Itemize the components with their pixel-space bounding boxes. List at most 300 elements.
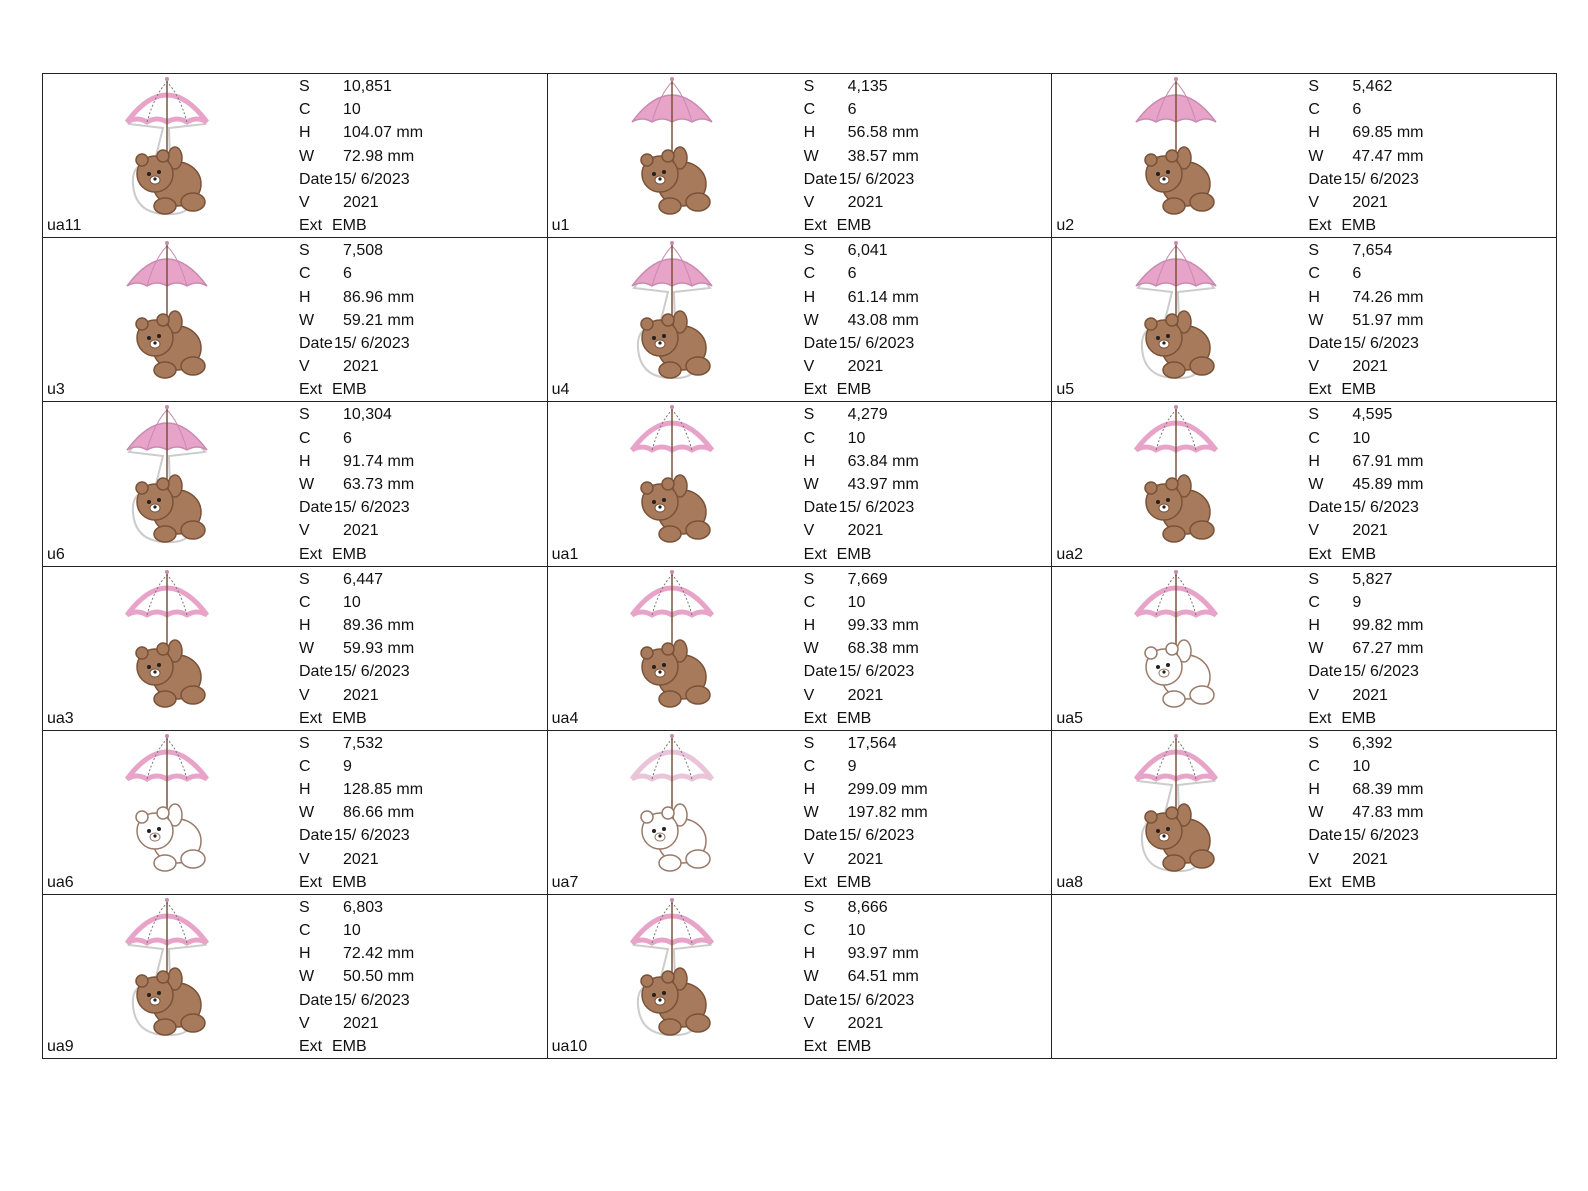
- design-name: u1: [551, 217, 570, 235]
- label-v: V: [299, 358, 310, 376]
- value-ext: EMB: [836, 545, 872, 563]
- info-row-ext: [299, 1035, 414, 1058]
- value-h: 104.07 mm: [343, 124, 424, 142]
- label-w: W: [1308, 311, 1324, 329]
- design-info: [804, 568, 919, 730]
- label-s: S: [1308, 242, 1319, 260]
- value-date: 15/ 6/2023: [334, 170, 410, 188]
- value-v: 2021: [343, 850, 379, 868]
- info-row-s: [299, 732, 423, 755]
- info-row-c: [299, 755, 423, 778]
- value-c: 10: [343, 922, 361, 940]
- label-ext: Ext: [803, 545, 827, 563]
- label-w: W: [1308, 640, 1324, 658]
- info-row-ext: [804, 214, 919, 237]
- bear-umbrella-thumbnail-icon: [115, 404, 219, 544]
- info-row-v: [804, 191, 919, 214]
- info-row-h: [299, 942, 414, 965]
- label-h: H: [299, 945, 311, 963]
- label-h: H: [299, 781, 311, 799]
- info-row-w: [1308, 309, 1423, 332]
- design-info: [804, 896, 919, 1058]
- label-ext: Ext: [299, 217, 323, 235]
- value-s: 6,041: [847, 242, 888, 260]
- value-w: 67.27 mm: [1352, 640, 1424, 658]
- label-s: S: [803, 78, 815, 95]
- info-row-s: [1308, 75, 1423, 98]
- label-date: Date: [299, 991, 333, 1009]
- info-row-ext: [804, 707, 919, 730]
- info-row-w: [1308, 801, 1423, 824]
- info-row-ext: [1308, 543, 1423, 566]
- info-row-ext: [804, 378, 919, 401]
- label-c: C: [299, 429, 311, 447]
- label-date: Date: [803, 499, 838, 517]
- info-row-s: [1308, 403, 1423, 426]
- value-date: 15/ 6/2023: [1343, 827, 1419, 845]
- label-date: Date: [803, 991, 838, 1009]
- info-row-w: [299, 801, 423, 824]
- info-row-h: [1308, 778, 1423, 801]
- design-cell: [548, 567, 1053, 731]
- design-cell: [1052, 567, 1557, 731]
- info-row-c: [804, 919, 919, 942]
- value-h: 72.42 mm: [343, 945, 415, 963]
- label-c: C: [1308, 429, 1320, 447]
- value-ext: EMB: [332, 873, 367, 891]
- design-name: ua11: [47, 217, 82, 235]
- design-cell: [43, 895, 548, 1059]
- value-ext: EMB: [836, 1038, 872, 1056]
- label-v: V: [1308, 358, 1319, 376]
- value-s: 7,532: [343, 734, 384, 752]
- value-c: 10: [847, 593, 866, 611]
- value-s: 7,669: [847, 570, 888, 588]
- value-ext: EMB: [836, 217, 872, 235]
- design-info: [1308, 732, 1423, 894]
- label-s: S: [803, 406, 815, 424]
- value-s: 6,447: [343, 570, 384, 588]
- info-row-date: [804, 989, 919, 1012]
- value-v: 2021: [1352, 194, 1388, 212]
- label-v: V: [299, 850, 310, 868]
- info-row-date: [804, 496, 919, 519]
- label-v: V: [299, 1014, 310, 1032]
- info-row-c: [299, 919, 414, 942]
- info-row-h: [804, 121, 919, 144]
- label-v: V: [1308, 686, 1319, 704]
- info-row-date: [1308, 824, 1423, 847]
- value-v: 2021: [1352, 850, 1388, 868]
- label-v: V: [803, 194, 815, 212]
- info-row-c: [1308, 427, 1423, 450]
- value-w: 45.89 mm: [1352, 475, 1424, 493]
- label-w: W: [803, 475, 819, 493]
- design-info: [1308, 239, 1423, 401]
- value-h: 86.96 mm: [343, 288, 415, 306]
- info-row-c: [299, 591, 414, 614]
- label-h: H: [299, 124, 311, 142]
- value-w: 68.38 mm: [847, 640, 919, 658]
- info-row-ext: [1308, 871, 1423, 894]
- label-c: C: [803, 101, 816, 119]
- info-row-c: [804, 262, 919, 285]
- label-s: S: [1308, 570, 1319, 588]
- info-row-ext: [299, 378, 414, 401]
- label-c: C: [299, 593, 311, 611]
- value-s: 10,851: [343, 78, 392, 95]
- info-row-v: [804, 1012, 919, 1035]
- info-row-v: [299, 191, 423, 214]
- value-ext: EMB: [1341, 545, 1376, 563]
- label-date: Date: [1308, 334, 1343, 352]
- label-ext: Ext: [299, 1038, 323, 1056]
- label-c: C: [803, 922, 816, 940]
- info-row-h: [804, 286, 919, 309]
- info-row-w: [1308, 473, 1423, 496]
- value-s: 6,803: [343, 898, 384, 916]
- label-ext: Ext: [803, 873, 827, 891]
- value-h: 93.97 mm: [847, 945, 919, 963]
- value-w: 59.21 mm: [343, 311, 415, 329]
- info-row-v: [804, 519, 919, 542]
- info-row-date: [804, 168, 919, 191]
- info-row-s: [1308, 239, 1423, 262]
- value-c: 6: [343, 265, 352, 283]
- info-row-v: [1308, 848, 1423, 871]
- label-s: S: [299, 406, 310, 424]
- value-v: 2021: [1352, 686, 1388, 704]
- value-c: 9: [343, 757, 352, 775]
- value-s: 8,666: [847, 898, 888, 916]
- value-c: 6: [847, 265, 857, 283]
- label-s: S: [1308, 78, 1319, 95]
- label-ext: Ext: [803, 709, 827, 727]
- info-row-ext: [1308, 214, 1423, 237]
- design-name: ua10: [551, 1038, 588, 1055]
- bear-umbrella-thumbnail-icon: [115, 76, 219, 216]
- label-v: V: [1308, 850, 1319, 868]
- info-row-date: [1308, 332, 1423, 355]
- design-cell: [43, 402, 548, 566]
- label-v: V: [299, 522, 310, 540]
- label-date: Date: [299, 499, 333, 517]
- info-row-h: [1308, 121, 1423, 144]
- info-row-ext: [1308, 378, 1423, 401]
- label-v: V: [1308, 194, 1319, 212]
- label-ext: Ext: [1308, 873, 1332, 891]
- design-name: ua2: [1056, 545, 1084, 563]
- info-row-h: [299, 286, 414, 309]
- value-ext: EMB: [332, 1038, 367, 1056]
- label-date: Date: [1308, 170, 1343, 188]
- info-row-h: [299, 778, 423, 801]
- label-date: Date: [803, 827, 838, 845]
- value-v: 2021: [343, 1014, 379, 1032]
- design-cell: [1052, 74, 1557, 238]
- value-ext: EMB: [332, 217, 367, 235]
- design-name: ua1: [551, 545, 579, 563]
- value-h: 99.33 mm: [847, 616, 919, 634]
- info-row-v: [804, 355, 919, 378]
- label-v: V: [803, 358, 815, 376]
- design-name: ua3: [47, 709, 74, 727]
- info-row-v: [299, 355, 414, 378]
- info-row-c: [299, 427, 414, 450]
- value-date: 15/ 6/2023: [838, 991, 915, 1009]
- info-row-date: [299, 496, 414, 519]
- label-date: Date: [803, 663, 838, 681]
- label-h: H: [803, 781, 816, 799]
- value-h: 61.14 mm: [847, 288, 919, 306]
- design-name: u3: [47, 381, 65, 399]
- info-row-w: [299, 637, 414, 660]
- label-c: C: [803, 265, 816, 283]
- info-row-h: [804, 614, 919, 637]
- label-c: C: [299, 757, 311, 775]
- value-s: 7,654: [1352, 242, 1393, 260]
- info-row-s: [804, 75, 919, 98]
- design-info: [299, 732, 423, 894]
- info-row-date: [1308, 660, 1423, 683]
- info-row-h: [1308, 450, 1423, 473]
- value-h: 128.85 mm: [343, 781, 424, 799]
- info-row-s: [299, 403, 414, 426]
- bear-umbrella-thumbnail-icon: [115, 733, 219, 873]
- design-name: ua6: [47, 873, 74, 891]
- design-name: u6: [47, 545, 65, 563]
- label-ext: Ext: [803, 1038, 827, 1056]
- value-v: 2021: [1352, 358, 1388, 376]
- info-row-s: [299, 75, 423, 98]
- info-row-v: [1308, 355, 1423, 378]
- bear-umbrella-thumbnail-icon: [1124, 240, 1228, 380]
- info-row-date: [299, 989, 414, 1012]
- value-date: 15/ 6/2023: [1343, 334, 1419, 352]
- value-date: 15/ 6/2023: [838, 334, 915, 352]
- design-cell: [1052, 731, 1557, 895]
- label-c: C: [1308, 101, 1320, 119]
- label-c: C: [803, 593, 816, 611]
- info-row-h: [299, 450, 414, 473]
- design-cell: [548, 895, 1053, 1059]
- info-row-date: [1308, 168, 1423, 191]
- value-w: 86.66 mm: [343, 804, 415, 822]
- info-row-w: [804, 965, 919, 988]
- label-h: H: [1308, 124, 1320, 142]
- info-row-s: [804, 568, 919, 591]
- label-date: Date: [299, 827, 333, 845]
- bear-umbrella-thumbnail-icon: [620, 897, 724, 1037]
- value-c: 9: [1352, 593, 1362, 611]
- info-row-ext: [804, 543, 919, 566]
- info-row-v: [804, 684, 919, 707]
- value-v: 2021: [847, 686, 884, 704]
- label-h: H: [803, 616, 816, 634]
- label-s: S: [299, 570, 310, 588]
- value-date: 15/ 6/2023: [334, 663, 410, 681]
- info-row-date: [299, 660, 414, 683]
- info-row-ext: [804, 1035, 919, 1058]
- value-ext: EMB: [836, 709, 872, 727]
- value-h: 91.74 mm: [343, 452, 415, 470]
- design-info: [804, 403, 919, 565]
- value-w: 51.97 mm: [1352, 311, 1424, 329]
- info-row-v: [1308, 191, 1423, 214]
- value-ext: EMB: [332, 709, 367, 727]
- label-h: H: [803, 945, 816, 963]
- label-w: W: [803, 968, 819, 986]
- value-v: 2021: [847, 1014, 884, 1032]
- label-ext: Ext: [803, 217, 827, 235]
- value-date: 15/ 6/2023: [334, 334, 410, 352]
- info-row-w: [1308, 637, 1423, 660]
- design-name: ua9: [47, 1038, 74, 1055]
- label-c: C: [299, 265, 311, 283]
- design-cell: [43, 74, 548, 238]
- info-row-ext: [299, 871, 423, 894]
- label-w: W: [299, 147, 315, 165]
- label-w: W: [803, 804, 819, 822]
- design-name: u2: [1056, 217, 1075, 235]
- value-w: 38.57 mm: [847, 147, 919, 165]
- label-ext: Ext: [299, 873, 323, 891]
- info-row-s: [299, 239, 414, 262]
- design-cell: [548, 402, 1053, 566]
- value-date: 15/ 6/2023: [334, 499, 410, 517]
- bear-umbrella-thumbnail-icon: [620, 569, 724, 709]
- info-row-w: [1308, 145, 1423, 168]
- info-row-ext: [299, 707, 414, 730]
- label-w: W: [299, 311, 315, 329]
- value-date: 15/ 6/2023: [838, 827, 915, 845]
- value-h: 99.82 mm: [1352, 616, 1424, 634]
- bear-umbrella-thumbnail-icon: [620, 404, 724, 544]
- info-row-h: [804, 450, 919, 473]
- design-name: ua4: [551, 709, 579, 727]
- info-row-v: [299, 684, 414, 707]
- info-row-c: [1308, 262, 1423, 285]
- label-ext: Ext: [803, 381, 827, 399]
- info-row-c: [299, 262, 414, 285]
- info-row-c: [1308, 755, 1423, 778]
- design-info: [299, 896, 414, 1058]
- value-ext: EMB: [1341, 217, 1376, 235]
- value-v: 2021: [847, 194, 884, 212]
- bear-umbrella-thumbnail-icon: [115, 569, 219, 709]
- info-row-w: [299, 473, 414, 496]
- info-row-w: [804, 801, 928, 824]
- value-h: 89.36 mm: [343, 616, 415, 634]
- info-row-date: [299, 168, 423, 191]
- value-s: 6,392: [1352, 734, 1393, 752]
- value-v: 2021: [847, 850, 884, 868]
- info-row-c: [804, 755, 928, 778]
- label-h: H: [1308, 452, 1320, 470]
- value-c: 6: [1352, 265, 1362, 283]
- design-info: [804, 75, 919, 237]
- label-h: H: [299, 452, 311, 470]
- value-ext: EMB: [1341, 709, 1376, 727]
- label-w: W: [299, 475, 315, 493]
- bear-umbrella-thumbnail-icon: [115, 897, 219, 1037]
- info-row-date: [804, 660, 919, 683]
- info-row-ext: [299, 214, 423, 237]
- value-v: 2021: [847, 358, 884, 376]
- value-v: 2021: [343, 194, 379, 212]
- label-date: Date: [299, 170, 333, 188]
- design-name: ua8: [1056, 873, 1084, 891]
- label-w: W: [803, 147, 819, 165]
- value-s: 4,595: [1352, 406, 1393, 424]
- label-c: C: [1308, 265, 1320, 283]
- info-row-h: [299, 614, 414, 637]
- design-info: [1308, 403, 1423, 565]
- value-h: 74.26 mm: [1352, 288, 1424, 306]
- value-date: 15/ 6/2023: [838, 170, 915, 188]
- label-ext: Ext: [1308, 217, 1332, 235]
- info-row-c: [1308, 98, 1423, 121]
- info-row-s: [804, 732, 928, 755]
- info-row-date: [299, 824, 423, 847]
- value-date: 15/ 6/2023: [838, 663, 915, 681]
- label-c: C: [803, 757, 816, 775]
- value-h: 69.85 mm: [1352, 124, 1424, 142]
- info-row-v: [1308, 684, 1423, 707]
- info-row-w: [804, 473, 919, 496]
- value-ext: EMB: [332, 381, 367, 399]
- label-date: Date: [1308, 663, 1343, 681]
- bear-umbrella-thumbnail-icon: [620, 240, 724, 380]
- info-row-s: [804, 403, 919, 426]
- value-c: 10: [343, 101, 361, 119]
- value-h: 67.91 mm: [1352, 452, 1424, 470]
- label-h: H: [803, 288, 816, 306]
- value-h: 63.84 mm: [847, 452, 919, 470]
- design-cell: [1052, 402, 1557, 566]
- design-cell: [43, 238, 548, 402]
- design-info: [299, 403, 414, 565]
- info-row-c: [804, 98, 919, 121]
- info-row-date: [299, 332, 414, 355]
- value-w: 50.50 mm: [343, 968, 415, 986]
- label-s: S: [803, 242, 815, 260]
- label-w: W: [1308, 804, 1324, 822]
- value-c: 10: [847, 922, 866, 940]
- label-v: V: [803, 1014, 815, 1032]
- label-date: Date: [299, 334, 333, 352]
- label-c: C: [299, 101, 311, 119]
- design-cell: [548, 74, 1053, 238]
- design-cell: [548, 238, 1053, 402]
- value-date: 15/ 6/2023: [334, 991, 410, 1009]
- info-row-w: [804, 145, 919, 168]
- label-c: C: [1308, 593, 1320, 611]
- value-c: 10: [1352, 757, 1371, 775]
- bear-umbrella-thumbnail-icon: [620, 733, 724, 873]
- info-row-s: [804, 896, 919, 919]
- design-info: [299, 75, 423, 237]
- design-name: u5: [1056, 381, 1075, 399]
- label-v: V: [1308, 522, 1319, 540]
- design-info: [804, 239, 919, 401]
- value-w: 47.83 mm: [1352, 804, 1424, 822]
- info-row-h: [1308, 614, 1423, 637]
- bear-umbrella-thumbnail-icon: [1124, 733, 1228, 873]
- info-row-s: [804, 239, 919, 262]
- design-cell: [548, 731, 1053, 895]
- info-row-w: [804, 309, 919, 332]
